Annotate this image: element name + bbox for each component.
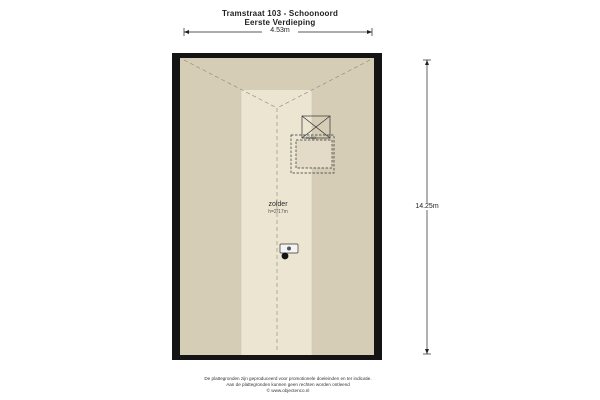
disclaimer-line-1: De plattegronden zijn geproduceerd voor promotionele doeleinden en ter indicatie. xyxy=(204,376,372,381)
ridge-strip xyxy=(241,90,312,355)
disclaimer-line-2: Aan de plattegronden kunnen geen rechten worden ontleend xyxy=(226,382,350,387)
velux-label: velux xyxy=(306,135,317,140)
plan-floor: Eerste Verdieping xyxy=(244,18,316,27)
width-dimension-label: 4.53m xyxy=(262,27,298,34)
room-name: zolder xyxy=(268,201,288,208)
plan-address: Tramstraat 103 - Schoonoord xyxy=(221,9,339,18)
height-dimension-label: 14.25m xyxy=(405,203,449,210)
velux-window-icon xyxy=(291,135,334,173)
copyright-line: © www.objectenco.nl xyxy=(266,388,310,393)
room-height: h=2/17m xyxy=(268,209,288,215)
